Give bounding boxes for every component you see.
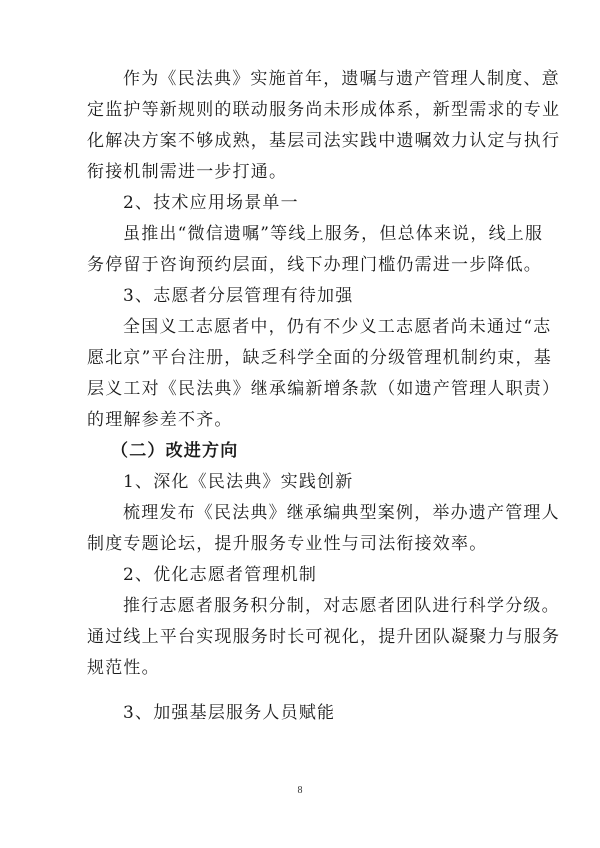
text-line: 层义工对《民法典》继承编新增条款（如遗产管理人职责） xyxy=(87,379,561,399)
subheading-deepen-practice: 1、深化《民法典》实践创新 xyxy=(123,472,354,492)
text-line: 的理解参差不齐。 xyxy=(87,410,233,430)
heading-tech-application: 2、技术应用场景单一 xyxy=(123,193,299,213)
text-line: 全国义工志愿者中，仍有不少义工志愿者尚未通过“志 xyxy=(123,317,552,337)
paragraph-3 xyxy=(87,312,561,436)
text-line: 梳理发布《民法典》继承编典型案例，举办遗产管理人 xyxy=(123,503,560,523)
body-text xyxy=(87,64,561,729)
text-line: 制度专题论坛，提升服务专业性与司法衔接效率。 xyxy=(87,534,488,554)
paragraph-4 xyxy=(87,498,560,560)
subheading-empower-staff: 3、加强基层服务人员赋能 xyxy=(123,703,336,723)
text-line: 衔接机制需进一步打通。 xyxy=(87,162,288,182)
paragraph-2 xyxy=(87,219,544,281)
paragraph-gap xyxy=(87,684,513,698)
text-line: 务停留于咨询预约层面，线下办理门槛仍需进一步降低。 xyxy=(87,255,542,275)
paragraph-5 xyxy=(87,591,561,684)
heading-volunteer-management: 3、志愿者分层管理有待加强 xyxy=(123,286,354,306)
text-line: 愿北京”平台注册，缺乏科学全面的分级管理机制约束，基 xyxy=(87,348,552,368)
text-line: 通过线上平台实现服务时长可视化，提升团队凝聚力与服务 xyxy=(87,627,561,647)
text-line: 规范性。 xyxy=(87,658,160,678)
text-line: 定监护等新规则的联动服务尚未形成体系，新型需求的专业 xyxy=(87,100,561,120)
paragraph-1 xyxy=(87,64,561,188)
page-number: 8 xyxy=(297,785,303,796)
section-heading-improvement: （二）改进方向 xyxy=(111,441,239,461)
subheading-optimize-volunteer: 2、优化志愿者管理机制 xyxy=(123,565,318,585)
text-line: 虽推出“微信遗嘱”等线上服务，但总体来说，线上服 xyxy=(123,224,544,244)
text-line: 作为《民法典》实施首年，遗嘱与遗产管理人制度、意 xyxy=(123,69,560,89)
text-line: 化解决方案不够成熟，基层司法实践中遗嘱效力认定与执行 xyxy=(87,131,561,151)
text-line: 推行志愿者服务积分制，对志愿者团队进行科学分级。 xyxy=(123,596,560,616)
